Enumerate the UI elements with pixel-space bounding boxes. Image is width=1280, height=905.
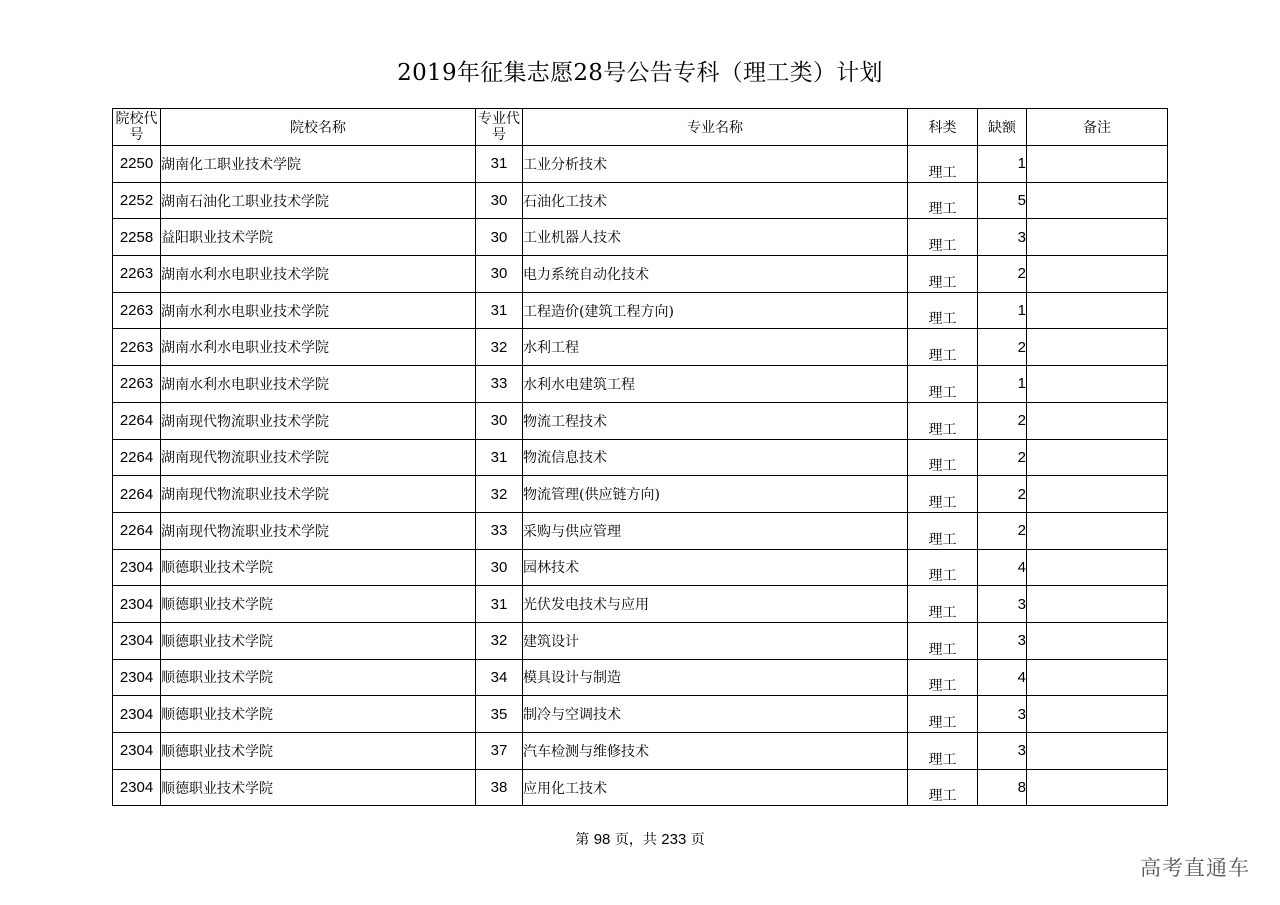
cell-school-name: 湖南水利水电职业技术学院 — [161, 366, 476, 403]
cell-notes — [1027, 146, 1168, 183]
cell-school-name: 湖南现代物流职业技术学院 — [161, 439, 476, 476]
cell-school-name: 顺德职业技术学院 — [161, 659, 476, 696]
cell-major-name: 水利水电建筑工程 — [523, 366, 908, 403]
cell-quota: 4 — [978, 549, 1027, 586]
cell-notes — [1027, 402, 1168, 439]
table-header-row — [113, 109, 1168, 146]
cell-category: 理工 — [908, 366, 978, 403]
cell-category: 理工 — [908, 476, 978, 513]
footer-page-number: 98 — [593, 831, 611, 848]
cell-major-code: 31 — [476, 586, 523, 623]
cell-school-name: 顺德职业技术学院 — [161, 696, 476, 733]
cell-major-code: 35 — [476, 696, 523, 733]
cell-major-name: 工业机器人技术 — [523, 219, 908, 256]
cell-school-name: 顺德职业技术学院 — [161, 733, 476, 770]
cell-major-code: 32 — [476, 476, 523, 513]
table-row — [113, 439, 1168, 476]
cell-quota: 2 — [978, 256, 1027, 293]
table-row — [113, 329, 1168, 366]
cell-quota: 3 — [978, 586, 1027, 623]
cell-category: 理工 — [908, 182, 978, 219]
cell-major-name: 物流工程技术 — [523, 402, 908, 439]
cell-category: 理工 — [908, 256, 978, 293]
cell-school-code: 2263 — [113, 366, 161, 403]
cell-notes — [1027, 219, 1168, 256]
table-row — [113, 256, 1168, 293]
cell-major-name: 物流信息技术 — [523, 439, 908, 476]
cell-major-name: 电力系统自动化技术 — [523, 256, 908, 293]
table-row — [113, 292, 1168, 329]
table-row — [113, 182, 1168, 219]
cell-school-code: 2252 — [113, 182, 161, 219]
header-notes: 备注 — [1027, 109, 1168, 146]
cell-notes — [1027, 622, 1168, 659]
cell-school-code: 2264 — [113, 476, 161, 513]
cell-major-name: 模具设计与制造 — [523, 659, 908, 696]
cell-notes — [1027, 439, 1168, 476]
cell-major-code: 30 — [476, 182, 523, 219]
cell-major-code: 38 — [476, 769, 523, 806]
cell-school-code: 2264 — [113, 439, 161, 476]
table-row — [113, 476, 1168, 513]
cell-major-name: 光伏发电技术与应用 — [523, 586, 908, 623]
cell-school-code: 2304 — [113, 659, 161, 696]
cell-quota: 4 — [978, 659, 1027, 696]
cell-quota: 3 — [978, 219, 1027, 256]
cell-school-code: 2264 — [113, 512, 161, 549]
table-row — [113, 622, 1168, 659]
cell-major-name: 应用化工技术 — [523, 769, 908, 806]
cell-notes — [1027, 549, 1168, 586]
cell-school-name: 湖南水利水电职业技术学院 — [161, 329, 476, 366]
table-row — [113, 402, 1168, 439]
cell-category: 理工 — [908, 769, 978, 806]
cell-school-name: 顺德职业技术学院 — [161, 549, 476, 586]
header-category: 科类 — [908, 109, 978, 146]
cell-school-name: 顺德职业技术学院 — [161, 769, 476, 806]
footer-prefix: 第 — [575, 832, 590, 848]
header-major-code: 专业代号 — [476, 109, 523, 146]
cell-notes — [1027, 769, 1168, 806]
cell-major-name: 园林技术 — [523, 549, 908, 586]
cell-category: 理工 — [908, 733, 978, 770]
cell-notes — [1027, 292, 1168, 329]
table-body — [113, 146, 1168, 806]
cell-major-code: 31 — [476, 146, 523, 183]
cell-quota: 2 — [978, 512, 1027, 549]
cell-major-code: 33 — [476, 366, 523, 403]
watermark-text: 高考直通车 — [1140, 856, 1250, 880]
cell-school-name: 湖南水利水电职业技术学院 — [161, 256, 476, 293]
cell-notes — [1027, 329, 1168, 366]
cell-school-code: 2304 — [113, 549, 161, 586]
cell-category: 理工 — [908, 439, 978, 476]
header-school-code: 院校代号 — [113, 109, 161, 146]
cell-quota: 1 — [978, 292, 1027, 329]
cell-category: 理工 — [908, 622, 978, 659]
cell-notes — [1027, 476, 1168, 513]
cell-major-name: 工程造价(建筑工程方向) — [523, 292, 908, 329]
page-title: 2019年征集志愿28号公告专科（理工类）计划 — [397, 60, 883, 86]
table-row — [113, 146, 1168, 183]
cell-notes — [1027, 696, 1168, 733]
cell-major-name: 物流管理(供应链方向) — [523, 476, 908, 513]
enrollment-plan-table — [112, 108, 1168, 806]
cell-notes — [1027, 586, 1168, 623]
cell-major-name: 采购与供应管理 — [523, 512, 908, 549]
table-row — [113, 659, 1168, 696]
cell-major-name: 工业分析技术 — [523, 146, 908, 183]
cell-school-name: 益阳职业技术学院 — [161, 219, 476, 256]
cell-major-name: 建筑设计 — [523, 622, 908, 659]
cell-school-code: 2304 — [113, 586, 161, 623]
cell-major-code: 30 — [476, 256, 523, 293]
cell-quota: 3 — [978, 622, 1027, 659]
cell-school-name: 湖南化工职业技术学院 — [161, 146, 476, 183]
cell-major-name: 汽车检测与维修技术 — [523, 733, 908, 770]
cell-school-code: 2264 — [113, 402, 161, 439]
footer-middle: 页，共 — [614, 832, 657, 848]
cell-notes — [1027, 512, 1168, 549]
table-row — [113, 586, 1168, 623]
cell-quota: 2 — [978, 476, 1027, 513]
cell-quota: 8 — [978, 769, 1027, 806]
cell-major-code: 30 — [476, 219, 523, 256]
cell-school-code: 2263 — [113, 329, 161, 366]
cell-school-code: 2304 — [113, 769, 161, 806]
cell-major-name: 制冷与空调技术 — [523, 696, 908, 733]
cell-category: 理工 — [908, 512, 978, 549]
cell-quota: 3 — [978, 696, 1027, 733]
cell-major-code: 33 — [476, 512, 523, 549]
cell-notes — [1027, 182, 1168, 219]
cell-category: 理工 — [908, 659, 978, 696]
table-row — [113, 366, 1168, 403]
footer-total-pages: 233 — [661, 831, 687, 848]
cell-notes — [1027, 366, 1168, 403]
page-number-footer — [0, 829, 1280, 849]
cell-school-name: 顺德职业技术学院 — [161, 622, 476, 659]
table-row — [113, 769, 1168, 806]
header-school-name: 院校名称 — [161, 109, 476, 146]
cell-major-code: 31 — [476, 292, 523, 329]
cell-quota: 5 — [978, 182, 1027, 219]
cell-quota: 2 — [978, 329, 1027, 366]
cell-major-code: 34 — [476, 659, 523, 696]
cell-category: 理工 — [908, 146, 978, 183]
cell-major-code: 32 — [476, 329, 523, 366]
cell-quota: 3 — [978, 733, 1027, 770]
cell-major-code: 30 — [476, 402, 523, 439]
table-row — [113, 219, 1168, 256]
cell-quota: 1 — [978, 366, 1027, 403]
cell-category: 理工 — [908, 402, 978, 439]
table-row — [113, 696, 1168, 733]
cell-notes — [1027, 733, 1168, 770]
cell-school-name: 顺德职业技术学院 — [161, 586, 476, 623]
cell-school-name: 湖南现代物流职业技术学院 — [161, 402, 476, 439]
cell-major-code: 32 — [476, 622, 523, 659]
cell-school-code: 2304 — [113, 696, 161, 733]
cell-school-name: 湖南现代物流职业技术学院 — [161, 512, 476, 549]
cell-school-code: 2258 — [113, 219, 161, 256]
cell-major-name: 水利工程 — [523, 329, 908, 366]
cell-category: 理工 — [908, 586, 978, 623]
cell-category: 理工 — [908, 549, 978, 586]
table-row — [113, 512, 1168, 549]
cell-school-code: 2250 — [113, 146, 161, 183]
footer-suffix: 页 — [690, 832, 705, 848]
cell-category: 理工 — [908, 329, 978, 366]
cell-notes — [1027, 659, 1168, 696]
cell-quota: 2 — [978, 439, 1027, 476]
cell-school-code: 2304 — [113, 733, 161, 770]
header-quota: 缺额 — [978, 109, 1027, 146]
cell-quota: 1 — [978, 146, 1027, 183]
cell-school-code: 2263 — [113, 292, 161, 329]
cell-school-code: 2263 — [113, 256, 161, 293]
cell-notes — [1027, 256, 1168, 293]
cell-category: 理工 — [908, 696, 978, 733]
cell-major-code: 31 — [476, 439, 523, 476]
cell-category: 理工 — [908, 292, 978, 329]
table-row — [113, 549, 1168, 586]
table-row — [113, 733, 1168, 770]
cell-major-code: 30 — [476, 549, 523, 586]
cell-major-name: 石油化工技术 — [523, 182, 908, 219]
cell-major-code: 37 — [476, 733, 523, 770]
cell-school-name: 湖南水利水电职业技术学院 — [161, 292, 476, 329]
cell-school-name: 湖南现代物流职业技术学院 — [161, 476, 476, 513]
cell-school-name: 湖南石油化工职业技术学院 — [161, 182, 476, 219]
cell-quota: 2 — [978, 402, 1027, 439]
cell-category: 理工 — [908, 219, 978, 256]
header-major-name: 专业名称 — [523, 109, 908, 146]
cell-school-code: 2304 — [113, 622, 161, 659]
